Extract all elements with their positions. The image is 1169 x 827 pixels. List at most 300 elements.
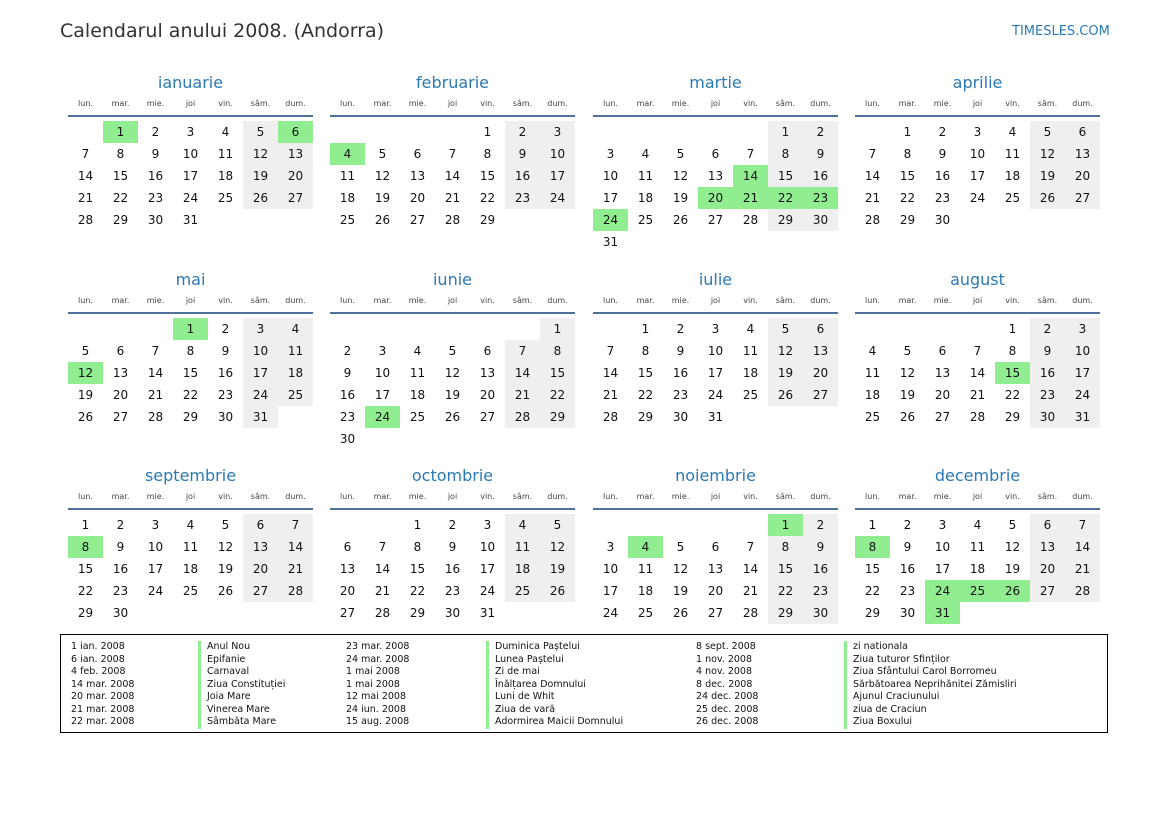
day-cell: 4: [1008, 125, 1017, 139]
weekday-label: joi: [710, 99, 721, 108]
day-cell: 21: [278, 558, 313, 580]
day-cell: 21: [505, 384, 540, 406]
day-cell: 17: [243, 362, 278, 384]
day-cell: 7: [973, 344, 982, 358]
day-cell: 3: [606, 540, 615, 554]
day-cell: 9: [505, 143, 540, 165]
day-cell: 23: [444, 584, 461, 598]
weekday-label: sâm.: [775, 296, 796, 305]
legend-date: 22 mar. 2008: [71, 716, 135, 727]
day-cell: 16: [339, 388, 356, 402]
day-cell: 11: [864, 366, 881, 380]
day-cell: 17: [540, 165, 575, 187]
day-cell-holiday: 8: [68, 536, 103, 558]
day-cell: 9: [903, 540, 912, 554]
day-cell: 28: [742, 213, 759, 227]
day-cell: 2: [903, 518, 912, 532]
legend-date: 1 mai 2008: [346, 666, 400, 677]
day-cell: 18: [742, 366, 759, 380]
day-cell: 31: [707, 410, 724, 424]
day-cell: 28: [77, 213, 94, 227]
weekday-label: vin.: [743, 492, 758, 501]
day-cell: 23: [1030, 384, 1065, 406]
day-cell: 14: [444, 169, 461, 183]
day-cell: 20: [278, 165, 313, 187]
weekday-label: sâm.: [512, 492, 533, 501]
day-cell: 17: [707, 366, 724, 380]
day-cell: 28: [602, 410, 619, 424]
day-cell: 20: [479, 388, 496, 402]
weekday-label: lun.: [78, 492, 93, 501]
day-cell: 17: [374, 388, 391, 402]
day-cell: 3: [938, 518, 947, 532]
legend-date: 20 mar. 2008: [71, 691, 135, 702]
day-cell: 25: [637, 213, 654, 227]
legend-holiday-name: Sâmbăta Mare: [198, 716, 276, 729]
day-cell: 22: [864, 584, 881, 598]
day-cell: 12: [1030, 143, 1065, 165]
day-cell: 8: [186, 344, 195, 358]
day-cell: 14: [374, 562, 391, 576]
day-cell: 15: [637, 366, 654, 380]
day-cell: 3: [606, 147, 615, 161]
day-cell: 25: [637, 606, 654, 620]
day-cell: 10: [969, 147, 986, 161]
day-cell: 25: [339, 213, 356, 227]
day-cell-holiday: 4: [330, 143, 365, 165]
day-cell: 19: [1030, 165, 1065, 187]
day-cell: 10: [602, 169, 619, 183]
day-cell: 22: [77, 584, 94, 598]
day-cell: 18: [278, 362, 313, 384]
day-cell: 2: [676, 322, 685, 336]
day-cell: 24: [540, 187, 575, 209]
day-cell: 28: [444, 213, 461, 227]
day-cell: 19: [672, 191, 689, 205]
day-cell: 12: [768, 340, 803, 362]
weekday-label: dum.: [285, 492, 306, 501]
day-cell: 21: [969, 388, 986, 402]
day-cell: 12: [374, 169, 391, 183]
day-cell: 7: [505, 340, 540, 362]
day-cell: 8: [768, 143, 803, 165]
day-cell: 9: [151, 147, 160, 161]
legend-date: 6 ian. 2008: [71, 653, 125, 665]
day-cell: 5: [540, 514, 575, 536]
weekday-label: lun.: [78, 296, 93, 305]
day-cell: 2: [116, 518, 125, 532]
day-cell: 11: [217, 147, 234, 161]
day-cell: 13: [243, 536, 278, 558]
day-cell: 12: [540, 536, 575, 558]
weekday-label: mie.: [933, 99, 952, 108]
weekday-label: vin.: [1005, 296, 1020, 305]
day-cell-holiday: 14: [733, 165, 768, 187]
weekday-label: dum.: [547, 492, 568, 501]
day-cell: 16: [444, 562, 461, 576]
day-cell: 29: [479, 213, 496, 227]
weekday-label: mie.: [146, 296, 165, 305]
day-cell: 21: [147, 388, 164, 402]
legend-holiday-name: Ajunul Craciunului: [844, 691, 939, 704]
weekday-label: mie.: [671, 492, 690, 501]
day-cell: 11: [1004, 147, 1021, 161]
day-cell: 19: [374, 191, 391, 205]
day-cell: 6: [243, 514, 278, 536]
day-cell: 28: [278, 580, 313, 602]
day-cell: 16: [672, 366, 689, 380]
weekday-label: mar.: [111, 296, 130, 305]
weekday-label: vin.: [480, 99, 495, 108]
legend-date: 8 sept. 2008: [696, 641, 756, 652]
day-cell: 20: [934, 388, 951, 402]
weekday-label: lun.: [78, 99, 93, 108]
day-cell: 5: [1030, 121, 1065, 143]
day-cell: 18: [637, 584, 654, 598]
day-cell: 16: [934, 169, 951, 183]
day-cell: 12: [672, 169, 689, 183]
day-cell: 18: [182, 562, 199, 576]
weekday-label: vin.: [480, 492, 495, 501]
day-cell: 1: [413, 518, 422, 532]
day-cell: 25: [505, 580, 540, 602]
day-cell: 3: [243, 318, 278, 340]
day-cell: 13: [803, 340, 838, 362]
weekday-label: joi: [972, 492, 983, 501]
day-cell: 11: [637, 562, 654, 576]
weekday-label: dum.: [285, 296, 306, 305]
day-cell: 6: [711, 147, 720, 161]
day-cell: 2: [803, 514, 838, 536]
day-cell: 27: [278, 187, 313, 209]
day-cell: 13: [1065, 143, 1100, 165]
day-cell: 3: [151, 518, 160, 532]
weekday-label: sâm.: [1037, 99, 1058, 108]
day-cell: 9: [1030, 340, 1065, 362]
weekday-label: sâm.: [775, 492, 796, 501]
day-cell: 15: [409, 562, 426, 576]
legend-holiday-name: Carnaval: [198, 666, 249, 679]
day-cell: 12: [672, 562, 689, 576]
day-cell: 29: [864, 606, 881, 620]
day-cell: 14: [969, 366, 986, 380]
legend-holiday-name: Sărbătoarea Neprihănitei Zămisliri: [844, 679, 1017, 692]
day-cell: 3: [711, 322, 720, 336]
day-cell: 22: [112, 191, 129, 205]
day-cell: 30: [899, 606, 916, 620]
day-cell: 17: [602, 191, 619, 205]
day-cell: 26: [1030, 187, 1065, 209]
legend-holiday-name: ziua de Craciun: [844, 704, 927, 717]
day-cell: 3: [540, 121, 575, 143]
weekday-label: sâm.: [512, 99, 533, 108]
day-cell: 5: [1008, 518, 1017, 532]
day-cell: 27: [707, 606, 724, 620]
day-cell: 31: [1065, 406, 1100, 428]
day-cell: 26: [899, 410, 916, 424]
month-divider: [330, 508, 575, 510]
day-cell: 4: [746, 322, 755, 336]
weekday-label: sâm.: [1037, 492, 1058, 501]
legend-holiday-name: Lunea Paștelui: [486, 654, 564, 667]
day-cell: 3: [1065, 318, 1100, 340]
weekday-label: mie.: [146, 492, 165, 501]
weekday-label: vin.: [1005, 99, 1020, 108]
weekday-label: mie.: [408, 492, 427, 501]
day-cell: 26: [672, 606, 689, 620]
month-divider: [593, 115, 838, 117]
day-cell: 27: [339, 606, 356, 620]
day-cell: 28: [374, 606, 391, 620]
day-cell: 4: [868, 344, 877, 358]
legend-date: 23 mar. 2008: [346, 641, 410, 652]
weekday-label: joi: [185, 296, 196, 305]
day-cell: 26: [77, 410, 94, 424]
day-cell: 10: [374, 366, 391, 380]
day-cell: 8: [641, 344, 650, 358]
day-cell: 16: [112, 562, 129, 576]
day-cell: 10: [147, 540, 164, 554]
day-cell: 29: [540, 406, 575, 428]
day-cell: 20: [707, 584, 724, 598]
day-cell: 5: [81, 344, 90, 358]
day-cell: 13: [409, 169, 426, 183]
month-divider: [68, 312, 313, 314]
month-divider: [855, 115, 1100, 117]
month-divider: [593, 508, 838, 510]
weekday-label: vin.: [218, 99, 233, 108]
day-cell: 8: [413, 540, 422, 554]
day-cell: 17: [479, 562, 496, 576]
day-cell: 13: [339, 562, 356, 576]
day-cell: 11: [409, 366, 426, 380]
day-cell-holiday: 24: [365, 406, 400, 428]
day-cell: 2: [221, 322, 230, 336]
day-cell-holiday: 25: [960, 580, 995, 602]
month-name: februarie: [415, 73, 490, 92]
day-cell: 19: [1004, 562, 1021, 576]
day-cell: 10: [707, 344, 724, 358]
weekday-label: lun.: [603, 296, 618, 305]
day-cell: 21: [77, 191, 94, 205]
weekday-label: dum.: [1072, 296, 1093, 305]
month-divider: [330, 115, 575, 117]
day-cell: 12: [217, 540, 234, 554]
month-divider: [68, 115, 313, 117]
day-cell: 1: [903, 125, 912, 139]
day-cell-holiday: 6: [278, 121, 313, 143]
legend-date: 21 mar. 2008: [71, 703, 135, 715]
day-cell: 9: [343, 366, 352, 380]
day-cell: 5: [448, 344, 457, 358]
day-cell: 24: [479, 584, 496, 598]
legend-holiday-name: Duminica Paștelui: [486, 641, 580, 654]
day-cell: 18: [969, 562, 986, 576]
weekday-label: joi: [972, 99, 983, 108]
day-cell: 28: [505, 406, 540, 428]
weekday-label: vin.: [743, 99, 758, 108]
day-cell: 27: [243, 580, 278, 602]
page-title: Calendarul anului 2008. (Andorra): [60, 20, 385, 42]
legend-date: 4 nov. 2008: [696, 666, 752, 677]
day-cell: 15: [768, 165, 803, 187]
month-name: iunie: [432, 270, 472, 289]
day-cell: 22: [479, 191, 496, 205]
weekday-label: mie.: [408, 99, 427, 108]
day-cell: 23: [147, 191, 164, 205]
day-cell: 6: [413, 147, 422, 161]
day-cell: 27: [112, 410, 129, 424]
day-cell: 22: [1004, 388, 1021, 402]
day-cell-holiday: 1: [103, 121, 138, 143]
day-cell: 7: [448, 147, 457, 161]
day-cell: 23: [339, 410, 356, 424]
day-cell: 24: [707, 388, 724, 402]
day-cell: 4: [186, 518, 195, 532]
weekday-label: joi: [447, 99, 458, 108]
day-cell: 16: [803, 165, 838, 187]
day-cell: 15: [540, 362, 575, 384]
day-cell: 2: [1030, 318, 1065, 340]
weekday-label: joi: [185, 492, 196, 501]
weekday-label: dum.: [810, 99, 831, 108]
day-cell: 14: [864, 169, 881, 183]
legend-holiday-name: Ziua de vară: [486, 704, 555, 717]
day-cell: 2: [803, 121, 838, 143]
day-cell: 31: [602, 235, 619, 249]
day-cell: 10: [934, 540, 951, 554]
legend-holiday-name: Luni de Whit: [486, 691, 555, 704]
day-cell: 20: [339, 584, 356, 598]
day-cell: 16: [803, 558, 838, 580]
weekday-label: dum.: [810, 492, 831, 501]
day-cell: 30: [147, 213, 164, 227]
weekday-label: joi: [447, 492, 458, 501]
day-cell-holiday: 4: [628, 536, 663, 558]
day-cell: 18: [637, 191, 654, 205]
legend-date: 14 mar. 2008: [71, 678, 135, 690]
day-cell: 4: [278, 318, 313, 340]
day-cell: 31: [243, 406, 278, 428]
day-cell: 3: [378, 344, 387, 358]
day-cell: 11: [969, 540, 986, 554]
day-cell: 1: [81, 518, 90, 532]
day-cell: 19: [444, 388, 461, 402]
weekday-label: lun.: [603, 99, 618, 108]
day-cell: 19: [217, 562, 234, 576]
day-cell: 10: [182, 147, 199, 161]
day-cell: 13: [934, 366, 951, 380]
weekday-label: dum.: [547, 296, 568, 305]
day-cell: 23: [934, 191, 951, 205]
weekday-label: mar.: [898, 296, 917, 305]
day-cell: 4: [413, 344, 422, 358]
legend-holiday-name: Ziua tuturor Sfinților: [844, 654, 950, 667]
day-cell-holiday: 20: [698, 187, 733, 209]
legend-holiday-name: Anul Nou: [198, 641, 250, 654]
day-cell: 18: [1004, 169, 1021, 183]
day-cell: 27: [707, 213, 724, 227]
day-cell: 25: [1004, 191, 1021, 205]
month-name: martie: [689, 73, 742, 92]
day-cell: 18: [864, 388, 881, 402]
day-cell: 7: [378, 540, 387, 554]
day-cell: 4: [641, 147, 650, 161]
weekday-label: sâm.: [1037, 296, 1058, 305]
legend-holiday-name: Ziua Constituției: [198, 679, 285, 692]
day-cell: 15: [112, 169, 129, 183]
month-divider: [593, 312, 838, 314]
day-cell: 5: [676, 540, 685, 554]
day-cell: 14: [1065, 536, 1100, 558]
day-cell: 11: [278, 340, 313, 362]
day-cell: 8: [768, 536, 803, 558]
day-cell: 4: [973, 518, 982, 532]
day-cell: 26: [374, 213, 391, 227]
month-divider: [330, 312, 575, 314]
day-cell: 18: [217, 169, 234, 183]
day-cell: 20: [803, 362, 838, 384]
day-cell: 7: [746, 147, 755, 161]
day-cell: 27: [803, 384, 838, 406]
day-cell: 16: [1030, 362, 1065, 384]
day-cell: 21: [1065, 558, 1100, 580]
day-cell: 13: [479, 366, 496, 380]
weekday-label: mar.: [111, 99, 130, 108]
legend-holiday-name: Zi de mai: [486, 666, 540, 679]
day-cell: 22: [409, 584, 426, 598]
weekday-label: sâm.: [250, 492, 271, 501]
day-cell: 30: [217, 410, 234, 424]
day-cell: 24: [1065, 384, 1100, 406]
day-cell: 7: [278, 514, 313, 536]
day-cell: 14: [742, 562, 759, 576]
day-cell: 9: [676, 344, 685, 358]
weekday-label: mar.: [636, 99, 655, 108]
day-cell: 17: [934, 562, 951, 576]
day-cell: 6: [343, 540, 352, 554]
weekday-label: vin.: [218, 296, 233, 305]
month-name: ianuarie: [157, 73, 224, 92]
day-cell: 30: [339, 432, 356, 446]
day-cell: 6: [483, 344, 492, 358]
day-cell: 21: [374, 584, 391, 598]
holiday-legend: [60, 634, 1108, 733]
day-cell: 22: [637, 388, 654, 402]
day-cell: 19: [768, 362, 803, 384]
weekday-label: mie.: [671, 296, 690, 305]
day-cell: 7: [1065, 514, 1100, 536]
brand-link[interactable]: TIMESLES.COM: [1012, 24, 1110, 39]
day-cell: 24: [969, 191, 986, 205]
day-cell: 15: [899, 169, 916, 183]
weekday-label: sâm.: [250, 296, 271, 305]
day-cell: 21: [444, 191, 461, 205]
day-cell: 29: [1004, 410, 1021, 424]
legend-date: 1 nov. 2008: [696, 653, 752, 665]
day-cell: 2: [938, 125, 947, 139]
month-name: decembrie: [934, 466, 1021, 485]
day-cell-holiday: 12: [68, 362, 103, 384]
day-cell: 14: [602, 366, 619, 380]
month-divider: [68, 508, 313, 510]
day-cell: 10: [479, 540, 496, 554]
day-cell: 3: [973, 125, 982, 139]
legend-holiday-name: Adormirea Maicii Domnului: [486, 716, 623, 729]
weekday-label: dum.: [1072, 99, 1093, 108]
day-cell: 23: [505, 187, 540, 209]
day-cell: 17: [147, 562, 164, 576]
